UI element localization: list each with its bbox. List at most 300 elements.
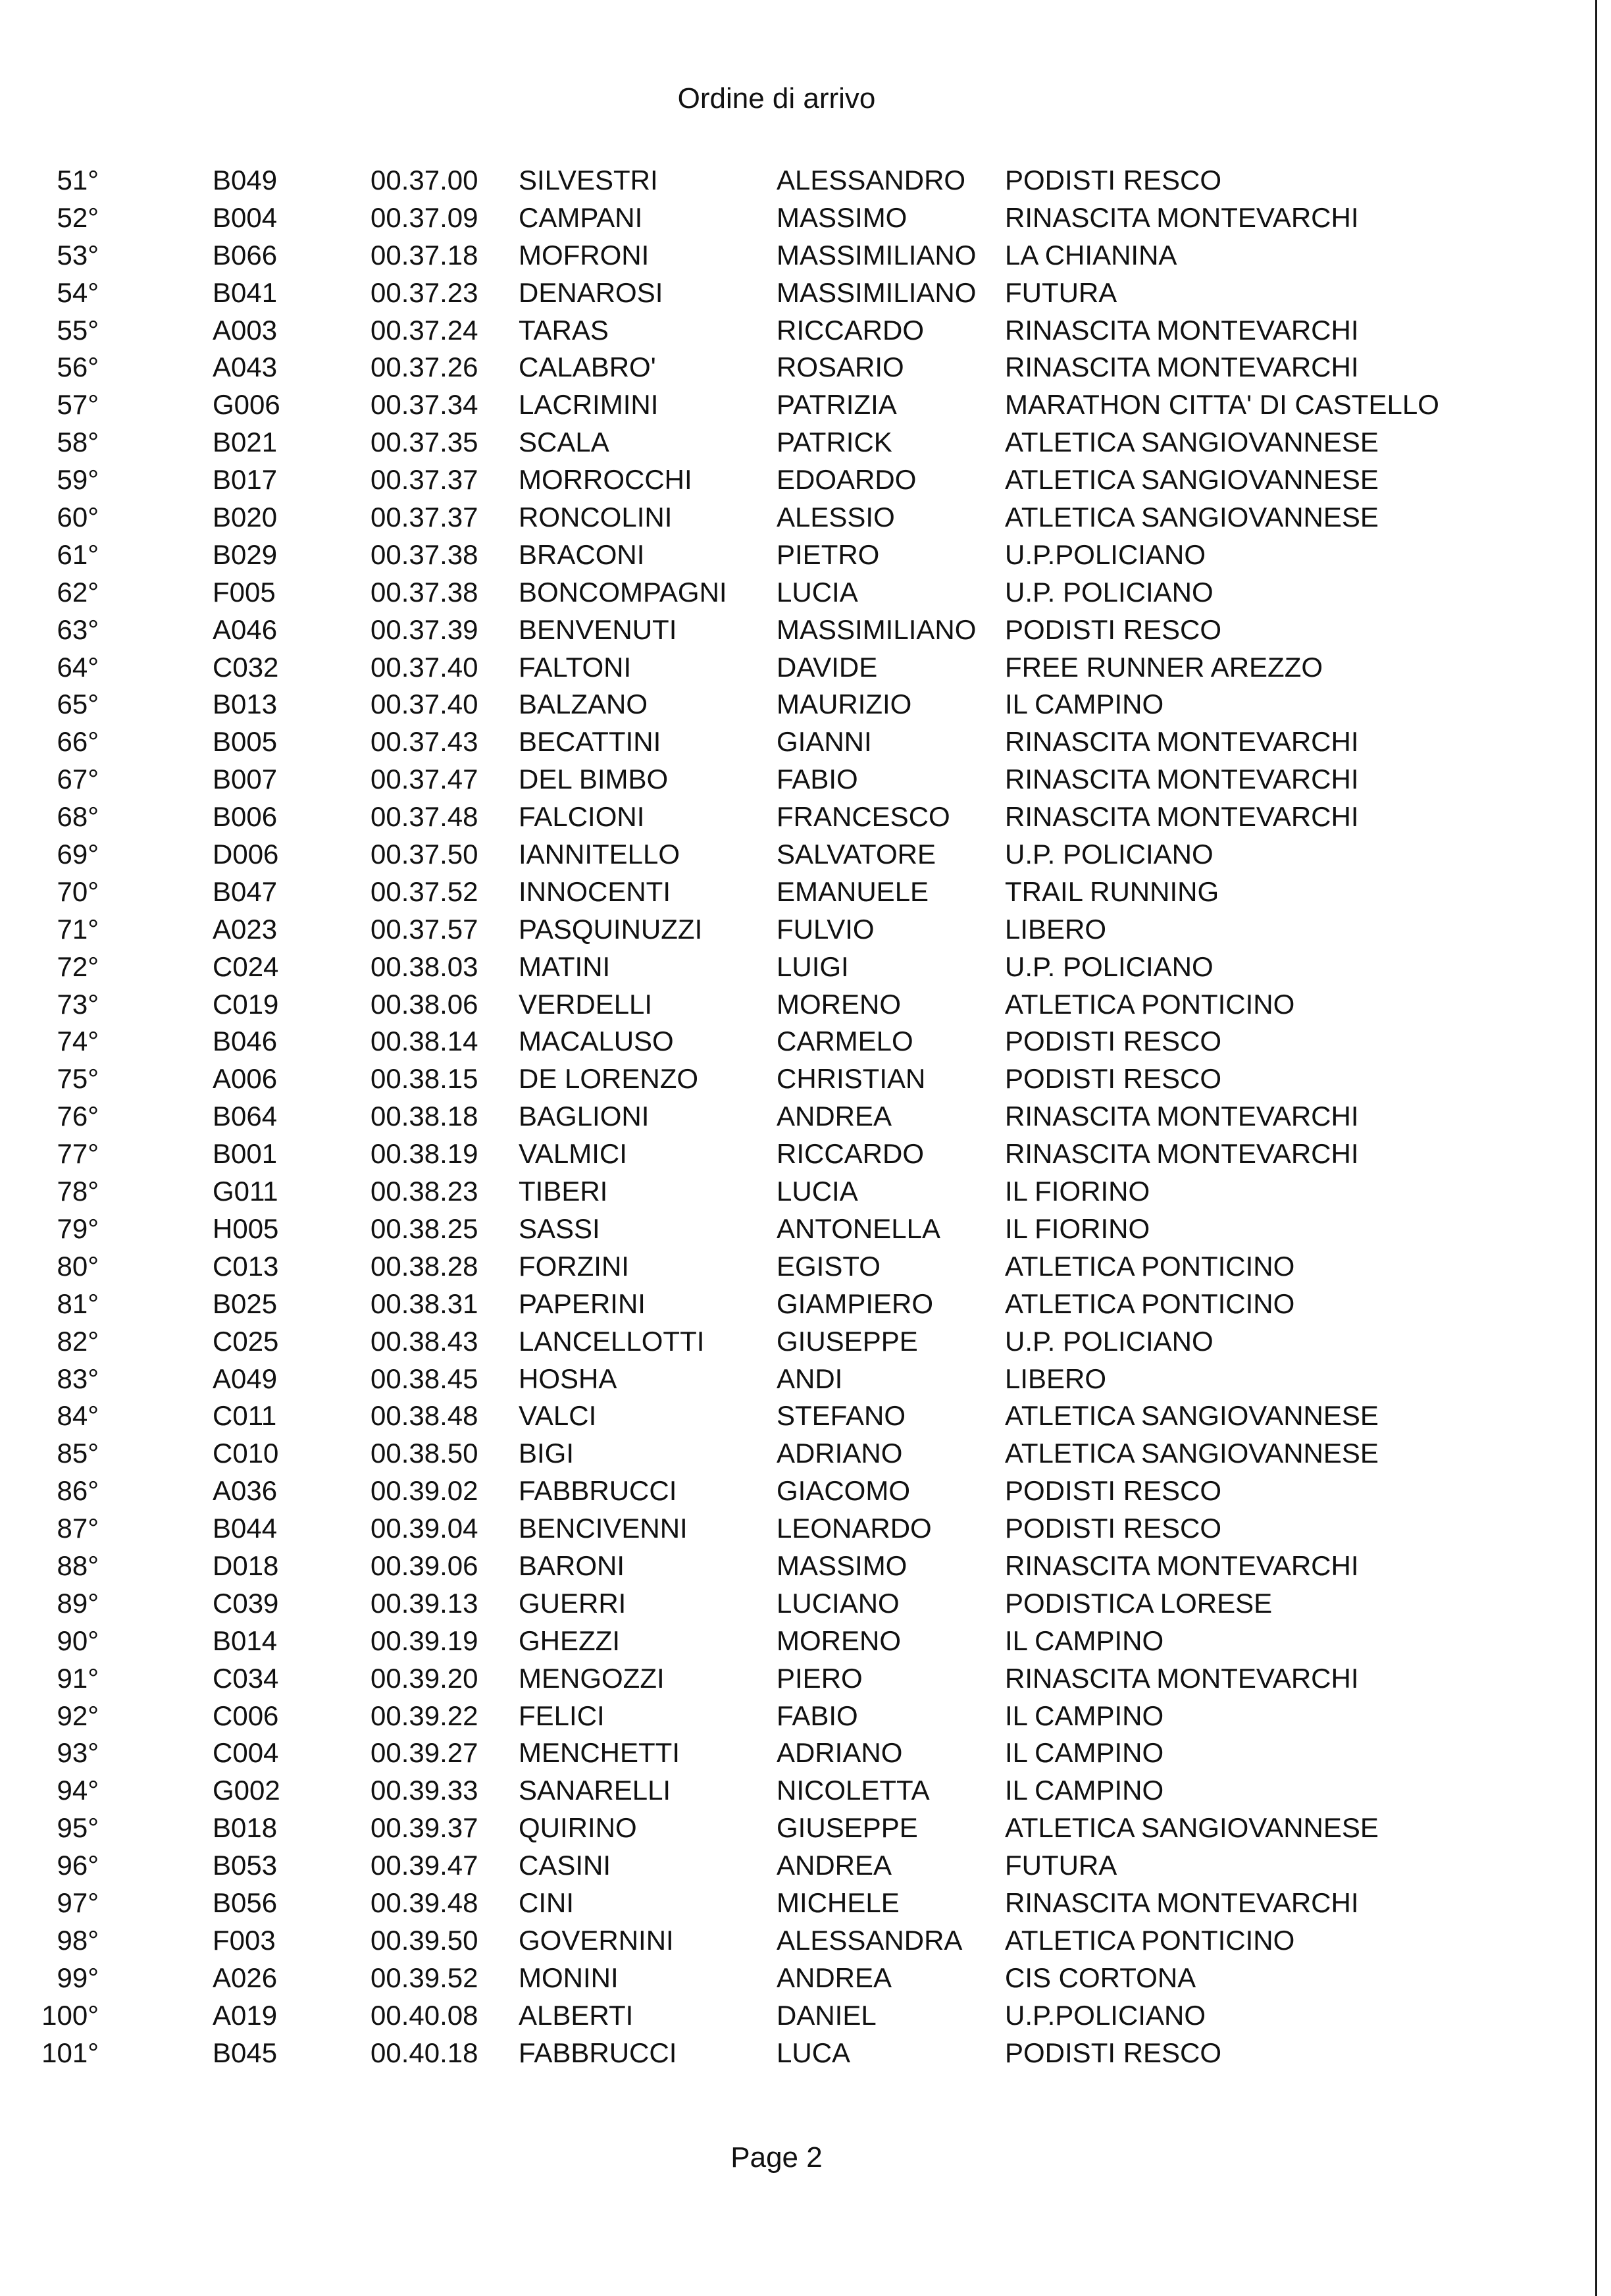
cell-first-name: STEFANO	[777, 1400, 906, 1432]
cell-last-name: DE LORENZO	[519, 1063, 699, 1095]
table-row	[0, 1960, 1514, 1997]
cell-first-name: PATRIZIA	[777, 389, 897, 421]
cell-bib: B005	[213, 726, 278, 758]
cell-time: 00.37.34	[371, 389, 478, 421]
cell-first-name: ALESSANDRA	[777, 1924, 963, 1956]
cell-position: 92°	[57, 1700, 99, 1731]
cell-last-name: FABBRUCCI	[519, 1475, 677, 1507]
cell-last-name: MATINI	[519, 951, 611, 982]
cell-bib: C032	[213, 651, 279, 683]
cell-first-name: RICCARDO	[777, 1138, 925, 1170]
cell-last-name: BALZANO	[519, 689, 648, 720]
cell-team: RINASCITA MONTEVARCHI	[1005, 1101, 1359, 1132]
cell-team: FUTURA	[1005, 276, 1117, 308]
table-row	[0, 1248, 1514, 1286]
table-row	[0, 1735, 1514, 1772]
cell-first-name: LUCIANO	[777, 1587, 900, 1619]
table-row	[0, 1098, 1514, 1135]
table-row	[0, 237, 1514, 274]
cell-team: IL FIORINO	[1005, 1213, 1150, 1244]
table-row	[0, 612, 1514, 649]
cell-bib: C006	[213, 1700, 279, 1731]
cell-position: 55°	[57, 314, 99, 346]
cell-bib: B006	[213, 801, 278, 833]
cell-last-name: MENGOZZI	[519, 1662, 665, 1694]
cell-position: 53°	[57, 239, 99, 271]
cell-bib: B053	[213, 1850, 278, 1881]
cell-first-name: NICOLETTA	[777, 1775, 930, 1806]
cell-last-name: BAGLIONI	[519, 1101, 650, 1132]
cell-time: 00.38.48	[371, 1400, 478, 1432]
cell-position: 79°	[57, 1213, 99, 1244]
cell-position: 96°	[57, 1850, 99, 1881]
table-row	[0, 2035, 1514, 2072]
cell-time: 00.37.24	[371, 314, 478, 346]
cell-position: 67°	[57, 764, 99, 795]
cell-position: 70°	[57, 875, 99, 907]
cell-last-name: MACALUSO	[519, 1026, 674, 1057]
cell-first-name: FABIO	[777, 1700, 858, 1731]
cell-first-name: MORENO	[777, 1625, 901, 1656]
cell-last-name: SILVESTRI	[519, 165, 658, 196]
cell-last-name: HOSHA	[519, 1363, 617, 1394]
cell-first-name: PIETRO	[777, 538, 880, 570]
cell-first-name: ANTONELLA	[777, 1213, 940, 1244]
table-row	[0, 949, 1514, 986]
cell-last-name: BIGI	[519, 1438, 575, 1469]
cell-team: RINASCITA MONTEVARCHI	[1005, 764, 1359, 795]
cell-first-name: CARMELO	[777, 1026, 913, 1057]
cell-last-name: FORZINI	[519, 1250, 629, 1282]
cell-time: 00.39.27	[371, 1737, 478, 1769]
cell-bib: B013	[213, 689, 278, 720]
cell-first-name: MAURIZIO	[777, 689, 912, 720]
cell-last-name: FABBRUCCI	[519, 2037, 677, 2068]
cell-position: 94°	[57, 1775, 99, 1806]
cell-bib: C025	[213, 1325, 279, 1357]
cell-first-name: ALESSANDRO	[777, 165, 966, 196]
cell-team: PODISTI RESCO	[1005, 1475, 1222, 1507]
table-row	[0, 1397, 1514, 1435]
table-row	[0, 1211, 1514, 1248]
cell-last-name: INNOCENTI	[519, 875, 671, 907]
cell-time: 00.38.15	[371, 1063, 478, 1095]
cell-time: 00.39.33	[371, 1775, 478, 1806]
cell-position: 71°	[57, 913, 99, 945]
cell-team: PODISTI RESCO	[1005, 1026, 1222, 1057]
cell-bib: A046	[213, 613, 278, 645]
cell-team: FUTURA	[1005, 1850, 1117, 1881]
table-row	[0, 649, 1514, 687]
cell-bib: A036	[213, 1475, 278, 1507]
cell-bib: G011	[213, 1176, 278, 1207]
cell-bib: B064	[213, 1101, 278, 1132]
cell-first-name: RICCARDO	[777, 314, 925, 346]
cell-last-name: BRACONI	[519, 538, 645, 570]
cell-first-name: EGISTO	[777, 1250, 881, 1282]
cell-first-name: GIANNI	[777, 726, 872, 758]
cell-last-name: BONCOMPAGNI	[519, 576, 727, 608]
table-row	[0, 1997, 1514, 2035]
cell-team: PODISTI RESCO	[1005, 165, 1222, 196]
cell-time: 00.37.35	[371, 427, 478, 458]
cell-first-name: LUCIA	[777, 576, 858, 608]
cell-first-name: GIUSEPPE	[777, 1325, 918, 1357]
table-row	[0, 199, 1514, 237]
cell-bib: F003	[213, 1924, 276, 1956]
cell-bib: B017	[213, 464, 278, 496]
cell-position: 84°	[57, 1400, 99, 1432]
cell-time: 00.38.18	[371, 1101, 478, 1132]
cell-time: 00.37.38	[371, 576, 478, 608]
cell-bib: C034	[213, 1662, 279, 1694]
cell-team: U.P. POLICIANO	[1005, 951, 1214, 982]
cell-bib: B021	[213, 427, 278, 458]
cell-last-name: SASSI	[519, 1213, 600, 1244]
cell-position: 97°	[57, 1887, 99, 1918]
cell-position: 66°	[57, 726, 99, 758]
cell-first-name: ANDREA	[777, 1962, 892, 1993]
cell-bib: A019	[213, 1999, 278, 2031]
cell-bib: B020	[213, 502, 278, 533]
table-row	[0, 1623, 1514, 1660]
scan-edge-line	[1595, 0, 1597, 2296]
cell-last-name: DEL BIMBO	[519, 764, 669, 795]
cell-bib: B025	[213, 1288, 278, 1319]
cell-first-name: ANDREA	[777, 1101, 892, 1132]
cell-position: 80°	[57, 1250, 99, 1282]
cell-time: 00.39.06	[371, 1550, 478, 1581]
cell-team: U.P.POLICIANO	[1005, 1999, 1206, 2031]
table-row	[0, 911, 1514, 949]
cell-team: ATLETICA SANGIOVANNESE	[1005, 1812, 1379, 1844]
cell-team: ATLETICA SANGIOVANNESE	[1005, 502, 1379, 533]
cell-bib: D018	[213, 1550, 279, 1581]
cell-time: 00.39.04	[371, 1513, 478, 1544]
cell-position: 76°	[57, 1101, 99, 1132]
cell-bib: B018	[213, 1812, 278, 1844]
cell-last-name: FALTONI	[519, 651, 632, 683]
cell-team: ATLETICA SANGIOVANNESE	[1005, 1438, 1379, 1469]
table-row	[0, 1585, 1514, 1623]
cell-team: PODISTI RESCO	[1005, 2037, 1222, 2068]
cell-time: 00.40.18	[371, 2037, 478, 2068]
cell-time: 00.37.37	[371, 502, 478, 533]
cell-time: 00.38.23	[371, 1176, 478, 1207]
cell-last-name: VALCI	[519, 1400, 597, 1432]
cell-position: 73°	[57, 988, 99, 1020]
cell-first-name: ROSARIO	[777, 352, 904, 383]
table-row	[0, 798, 1514, 836]
cell-position: 68°	[57, 801, 99, 833]
cell-position: 72°	[57, 951, 99, 982]
cell-time: 00.37.38	[371, 538, 478, 570]
cell-position: 65°	[57, 689, 99, 720]
cell-first-name: FABIO	[777, 764, 858, 795]
cell-time: 00.37.09	[371, 201, 478, 233]
cell-first-name: ALESSIO	[777, 502, 895, 533]
cell-first-name: CHRISTIAN	[777, 1063, 926, 1095]
cell-time: 00.38.06	[371, 988, 478, 1020]
cell-first-name: MORENO	[777, 988, 901, 1020]
cell-team: ATLETICA SANGIOVANNESE	[1005, 1400, 1379, 1432]
cell-first-name: LUIGI	[777, 951, 849, 982]
cell-team: IL CAMPINO	[1005, 1737, 1164, 1769]
cell-time: 00.38.28	[371, 1250, 478, 1282]
cell-last-name: MONINI	[519, 1962, 619, 1993]
table-row	[0, 312, 1514, 350]
cell-first-name: PATRICK	[777, 427, 892, 458]
cell-time: 00.38.31	[371, 1288, 478, 1319]
cell-team: IL CAMPINO	[1005, 689, 1164, 720]
cell-first-name: ADRIANO	[777, 1438, 903, 1469]
table-row	[0, 274, 1514, 312]
cell-last-name: MENCHETTI	[519, 1737, 680, 1769]
cell-position: 87°	[57, 1513, 99, 1544]
cell-team: MARATHON CITTA' DI CASTELLO	[1005, 389, 1439, 421]
cell-last-name: BENVENUTI	[519, 613, 677, 645]
cell-first-name: DAVIDE	[777, 651, 878, 683]
table-row	[0, 723, 1514, 761]
table-row	[0, 1286, 1514, 1323]
cell-time: 00.37.50	[371, 839, 478, 870]
cell-first-name: GIAMPIERO	[777, 1288, 934, 1319]
cell-first-name: ANDREA	[777, 1850, 892, 1881]
cell-time: 00.38.25	[371, 1213, 478, 1244]
cell-position: 85°	[57, 1438, 99, 1469]
cell-time: 00.40.08	[371, 1999, 478, 2031]
cell-first-name: EMANUELE	[777, 875, 929, 907]
cell-first-name: SALVATORE	[777, 839, 936, 870]
cell-position: 98°	[57, 1924, 99, 1956]
cell-position: 51°	[57, 165, 99, 196]
cell-time: 00.39.48	[371, 1887, 478, 1918]
cell-time: 00.38.14	[371, 1026, 478, 1057]
cell-first-name: MASSIMILIANO	[777, 239, 977, 271]
cell-team: RINASCITA MONTEVARCHI	[1005, 1662, 1359, 1694]
cell-bib: C004	[213, 1737, 279, 1769]
cell-bib: B004	[213, 201, 278, 233]
cell-time: 00.37.00	[371, 165, 478, 196]
cell-last-name: ALBERTI	[519, 1999, 634, 2031]
cell-position: 62°	[57, 576, 99, 608]
table-row	[0, 1885, 1514, 1922]
cell-bib: B046	[213, 1026, 278, 1057]
cell-team: RINASCITA MONTEVARCHI	[1005, 1887, 1359, 1918]
cell-last-name: LACRIMINI	[519, 389, 659, 421]
cell-bib: C039	[213, 1587, 279, 1619]
cell-first-name: ANDI	[777, 1363, 843, 1394]
cell-last-name: QUIRINO	[519, 1812, 637, 1844]
cell-team: RINASCITA MONTEVARCHI	[1005, 1550, 1359, 1581]
cell-time: 00.39.19	[371, 1625, 478, 1656]
cell-first-name: LUCA	[777, 2037, 851, 2068]
table-row	[0, 686, 1514, 723]
cell-position: 101°	[41, 2037, 99, 2068]
cell-team: FREE RUNNER AREZZO	[1005, 651, 1323, 683]
cell-time: 00.37.23	[371, 276, 478, 308]
cell-position: 88°	[57, 1550, 99, 1581]
cell-time: 00.39.02	[371, 1475, 478, 1507]
cell-last-name: GOVERNINI	[519, 1924, 674, 1956]
cell-last-name: LANCELLOTTI	[519, 1325, 705, 1357]
cell-team: ATLETICA PONTICINO	[1005, 1288, 1295, 1319]
cell-last-name: VERDELLI	[519, 988, 653, 1020]
table-row	[0, 1772, 1514, 1810]
cell-last-name: TIBERI	[519, 1176, 608, 1207]
cell-position: 63°	[57, 613, 99, 645]
cell-last-name: PASQUINUZZI	[519, 913, 703, 945]
cell-team: LA CHIANINA	[1005, 239, 1177, 271]
cell-bib: A006	[213, 1063, 278, 1095]
cell-last-name: PAPERINI	[519, 1288, 646, 1319]
cell-time: 00.37.18	[371, 239, 478, 271]
cell-last-name: CAMPANI	[519, 201, 643, 233]
cell-last-name: BENCIVENNI	[519, 1513, 688, 1544]
cell-bib: G006	[213, 389, 280, 421]
results-table	[0, 162, 1514, 2072]
cell-position: 90°	[57, 1625, 99, 1656]
cell-team: LIBERO	[1005, 1363, 1107, 1394]
cell-bib: B056	[213, 1887, 278, 1918]
cell-bib: C019	[213, 988, 279, 1020]
cell-time: 00.39.20	[371, 1662, 478, 1694]
cell-position: 75°	[57, 1063, 99, 1095]
cell-time: 00.37.48	[371, 801, 478, 833]
cell-bib: B007	[213, 764, 278, 795]
cell-team: ATLETICA PONTICINO	[1005, 988, 1295, 1020]
table-row	[0, 1435, 1514, 1473]
table-row	[0, 574, 1514, 612]
cell-first-name: FULVIO	[777, 913, 875, 945]
cell-bib: A049	[213, 1363, 278, 1394]
cell-team: ATLETICA PONTICINO	[1005, 1250, 1295, 1282]
cell-team: ATLETICA SANGIOVANNESE	[1005, 464, 1379, 496]
cell-time: 00.39.22	[371, 1700, 478, 1731]
table-row	[0, 1847, 1514, 1885]
cell-first-name: LUCIA	[777, 1176, 858, 1207]
cell-last-name: SCALA	[519, 427, 609, 458]
cell-position: 91°	[57, 1662, 99, 1694]
cell-time: 00.39.50	[371, 1924, 478, 1956]
cell-time: 00.37.37	[371, 464, 478, 496]
table-row	[0, 1361, 1514, 1398]
cell-position: 69°	[57, 839, 99, 870]
cell-team: IL CAMPINO	[1005, 1700, 1164, 1731]
cell-first-name: EDOARDO	[777, 464, 917, 496]
cell-position: 93°	[57, 1737, 99, 1769]
cell-team: PODISTI RESCO	[1005, 613, 1222, 645]
cell-bib: A003	[213, 314, 278, 346]
cell-team: IL CAMPINO	[1005, 1775, 1164, 1806]
cell-last-name: VALMICI	[519, 1138, 627, 1170]
cell-first-name: FRANCESCO	[777, 801, 950, 833]
cell-bib: F005	[213, 576, 276, 608]
cell-position: 59°	[57, 464, 99, 496]
table-row	[0, 162, 1514, 199]
cell-last-name: GUERRI	[519, 1587, 626, 1619]
cell-team: LIBERO	[1005, 913, 1107, 945]
cell-position: 56°	[57, 352, 99, 383]
cell-bib: C024	[213, 951, 279, 982]
table-row	[0, 761, 1514, 798]
cell-last-name: FALCIONI	[519, 801, 645, 833]
cell-last-name: BECATTINI	[519, 726, 661, 758]
cell-team: U.P. POLICIANO	[1005, 576, 1214, 608]
cell-last-name: CINI	[519, 1887, 574, 1918]
cell-first-name: PIERO	[777, 1662, 863, 1694]
table-row	[0, 536, 1514, 574]
table-row	[0, 349, 1514, 386]
table-row	[0, 1810, 1514, 1847]
table-row	[0, 836, 1514, 874]
table-row	[0, 986, 1514, 1024]
cell-bib: B066	[213, 239, 278, 271]
cell-bib: C011	[213, 1400, 277, 1432]
table-row	[0, 461, 1514, 499]
cell-time: 00.39.13	[371, 1587, 478, 1619]
cell-last-name: IANNITELLO	[519, 839, 680, 870]
cell-time: 00.38.45	[371, 1363, 478, 1394]
cell-bib: B044	[213, 1513, 278, 1544]
cell-bib: B029	[213, 538, 278, 570]
cell-position: 99°	[57, 1962, 99, 1993]
cell-team: ATLETICA PONTICINO	[1005, 1924, 1295, 1956]
cell-first-name: DANIEL	[777, 1999, 877, 2031]
cell-team: RINASCITA MONTEVARCHI	[1005, 314, 1359, 346]
cell-position: 78°	[57, 1176, 99, 1207]
cell-last-name: CALABRO'	[519, 352, 656, 383]
cell-position: 57°	[57, 389, 99, 421]
cell-time: 00.38.19	[371, 1138, 478, 1170]
cell-time: 00.39.37	[371, 1812, 478, 1844]
cell-time: 00.38.43	[371, 1325, 478, 1357]
cell-first-name: MASSIMO	[777, 201, 908, 233]
cell-bib: B014	[213, 1625, 278, 1656]
cell-team: RINASCITA MONTEVARCHI	[1005, 801, 1359, 833]
cell-team: U.P. POLICIANO	[1005, 839, 1214, 870]
table-row	[0, 424, 1514, 461]
cell-team: RINASCITA MONTEVARCHI	[1005, 352, 1359, 383]
cell-bib: B001	[213, 1138, 278, 1170]
cell-team: IL CAMPINO	[1005, 1625, 1164, 1656]
cell-first-name: MASSIMILIANO	[777, 613, 977, 645]
cell-position: 89°	[57, 1587, 99, 1619]
cell-team: U.P. POLICIANO	[1005, 1325, 1214, 1357]
cell-team: RINASCITA MONTEVARCHI	[1005, 1138, 1359, 1170]
cell-team: PODISTI RESCO	[1005, 1513, 1222, 1544]
cell-bib: B049	[213, 165, 278, 196]
cell-last-name: CASINI	[519, 1850, 611, 1881]
cell-bib: H005	[213, 1213, 279, 1244]
cell-team: PODISTICA LORESE	[1005, 1587, 1273, 1619]
table-row	[0, 1510, 1514, 1548]
cell-position: 100°	[41, 1999, 99, 2031]
cell-last-name: MOFRONI	[519, 239, 650, 271]
table-row	[0, 1922, 1514, 1960]
cell-bib: C010	[213, 1438, 279, 1469]
cell-time: 00.37.26	[371, 352, 478, 383]
table-row	[0, 1173, 1514, 1211]
table-row	[0, 1323, 1514, 1361]
cell-time: 00.38.03	[371, 951, 478, 982]
table-row	[0, 1473, 1514, 1510]
table-row	[0, 1548, 1514, 1585]
page-number: Page 2	[730, 2141, 823, 2174]
cell-bib: G002	[213, 1775, 280, 1806]
table-row	[0, 1698, 1514, 1735]
cell-time: 00.37.40	[371, 651, 478, 683]
